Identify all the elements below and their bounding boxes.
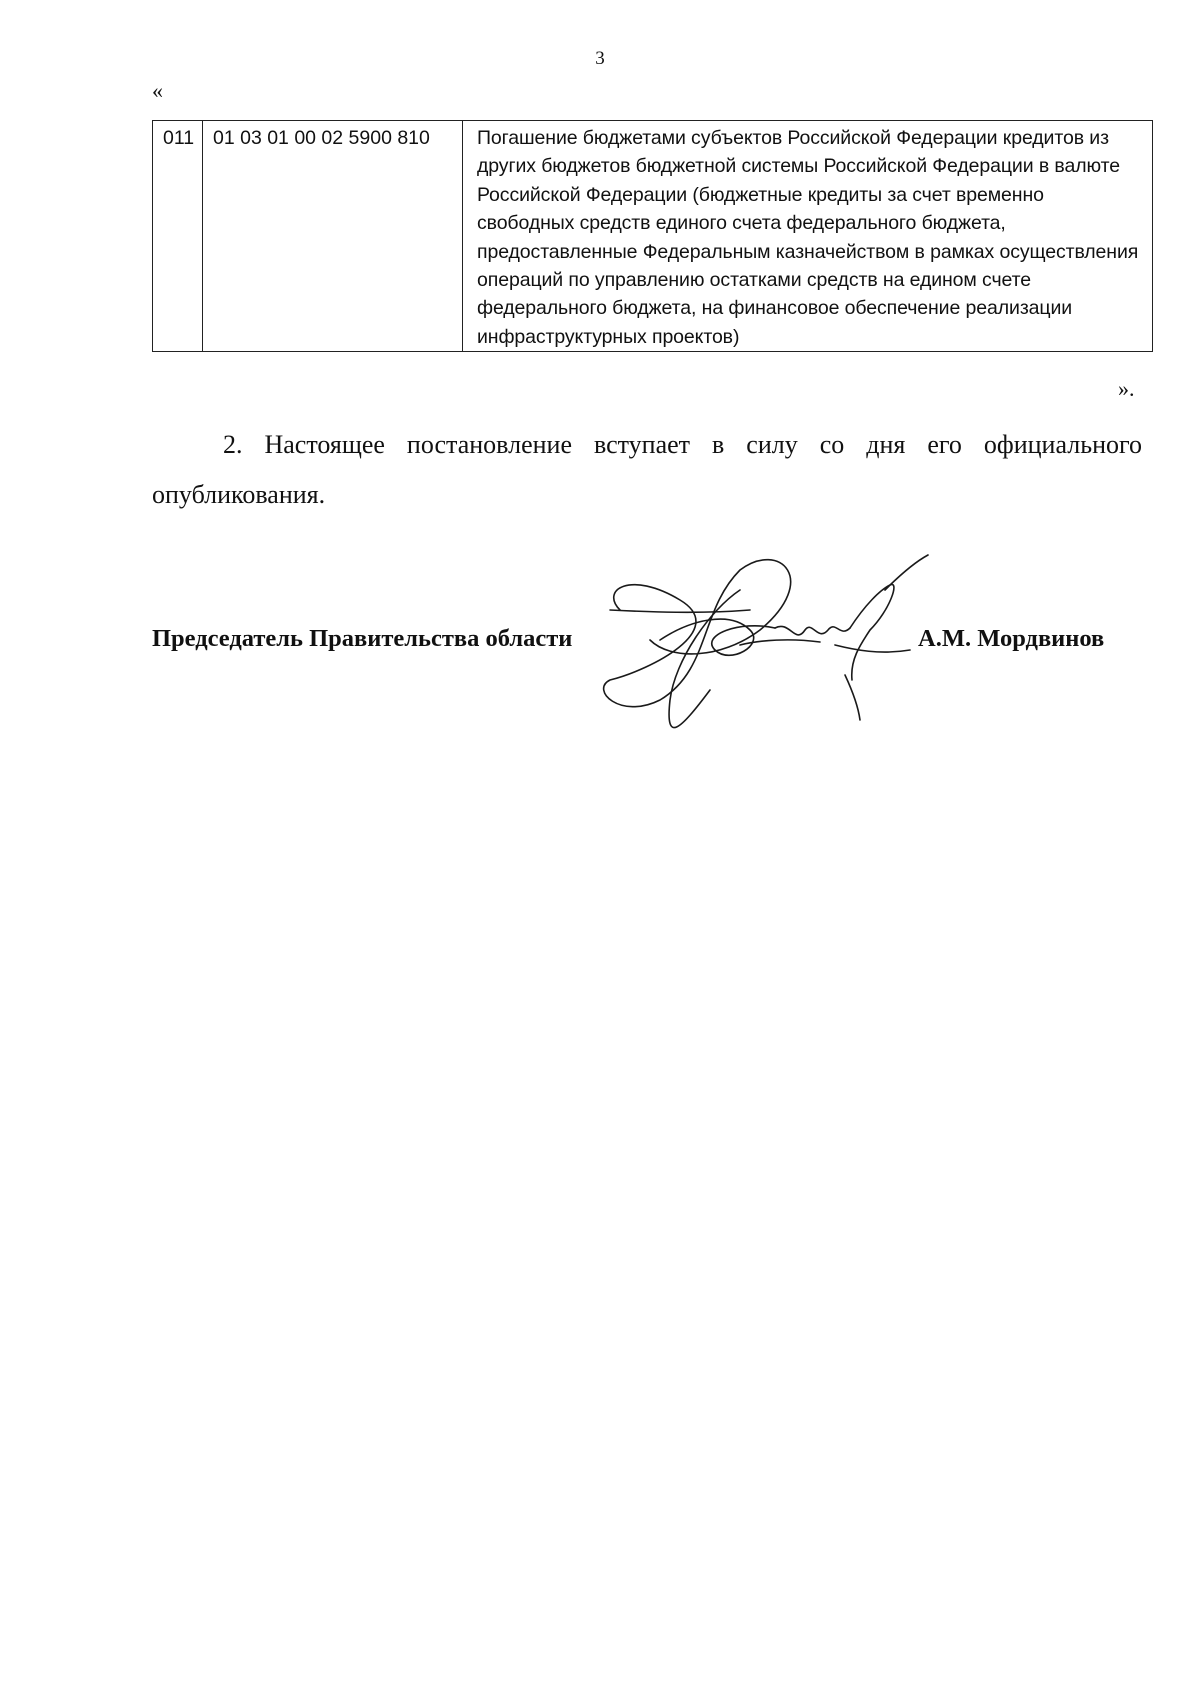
page-number: 3 (595, 48, 605, 69)
admin-code-cell: 011 (153, 121, 203, 352)
budget-code-cell: 01 03 01 00 02 5900 810 (203, 121, 463, 352)
signatory-name: А.М. Мордвинов (918, 625, 1105, 652)
opening-quote-mark: « (152, 78, 163, 103)
closing-quote-mark: ». (1118, 376, 1135, 401)
description-cell: Погашение бюджетами субъектов Российской Федерации кредитов из других бюджетов бюджетной системы Российской Федерации в валюте Российской Федерации (бюджетные кредиты за счет временно свободных средств единого счета федерального бюджета, предоставленные Федеральным казначейством в рамках осуществления операций по управлению остатками средств на едином счете федерального бюджета, на финансовое обеспечение реализации инфраструктурных проектов) (463, 121, 1153, 352)
effective-date-paragraph: 2. Настоящее постановление вступает в силу со дня его официального опубликования. (152, 430, 1142, 509)
signatory-title: Председатель Правительства области (152, 625, 573, 652)
budget-classification-table (152, 120, 1153, 352)
table-row (153, 121, 1153, 352)
handwritten-signature (590, 550, 950, 750)
